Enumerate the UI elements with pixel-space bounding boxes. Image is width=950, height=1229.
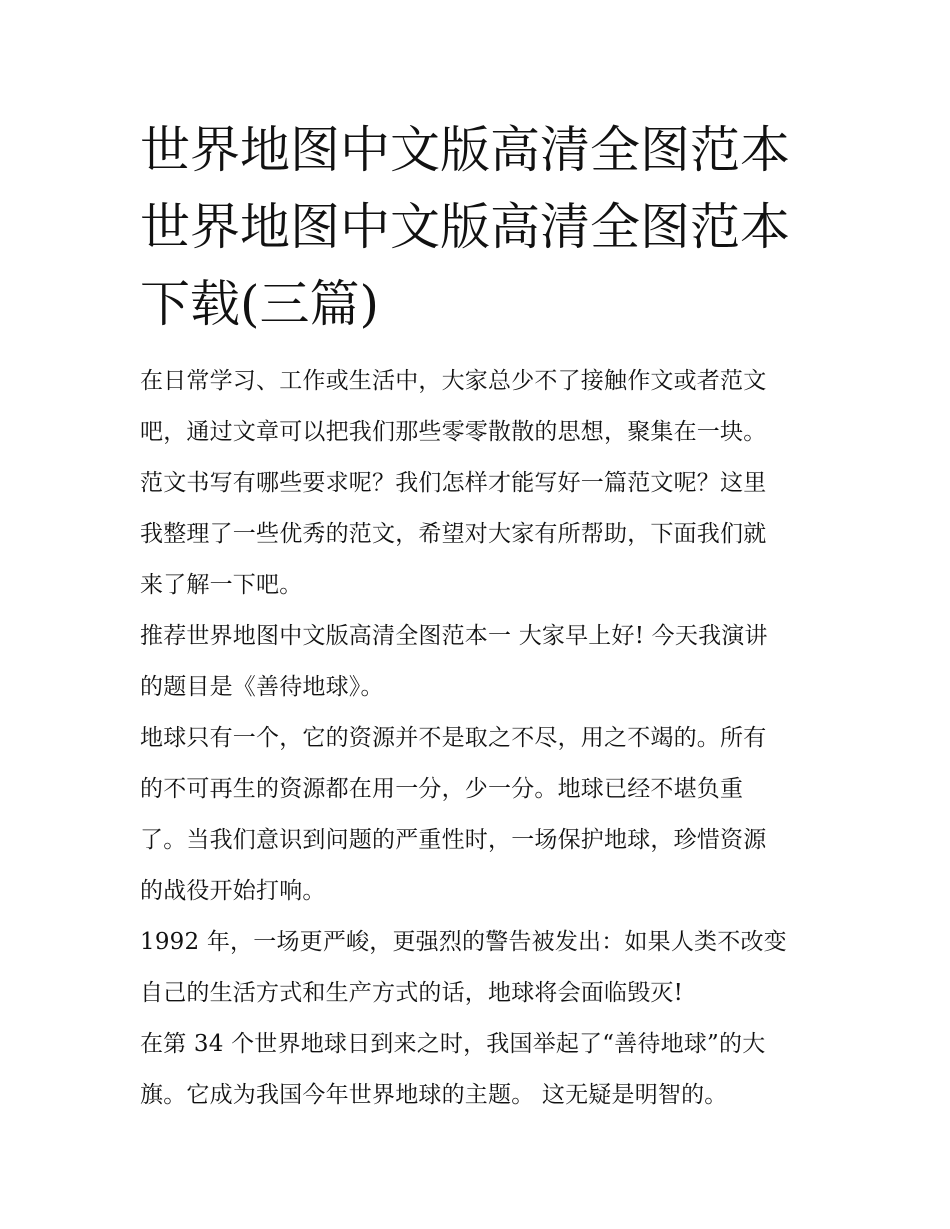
text-line: 我整理了一些优秀的范文，希望对大家有所帮助，下面我们就 [140, 521, 767, 547]
text-line: 地球只有一个，它的资源并不是取之不尽，用之不竭的。所有 [140, 725, 767, 751]
text-line: 的不可再生的资源都在用一分，少一分。地球已经不堪负重 [140, 776, 744, 802]
paragraph-intro [140, 356, 820, 611]
text-line: 自己的生活方式和生产方式的话，地球将会面临毁灭! [140, 980, 684, 1006]
paragraph-1992 [140, 917, 820, 1019]
text-line: 范文书写有哪些要求呢？我们怎样才能写好一篇范文呢？这里 [140, 470, 767, 496]
text-line: 在日常学习、工作或生活中，大家总少不了接触作文或者范文 [140, 368, 767, 394]
text-line: 1992 年，一场更严峻，更强烈的警告被发出：如果人类不改变 [140, 929, 787, 955]
text-line: 推荐世界地图中文版高清全图范本一 大家早上好! 今天我演讲 [140, 623, 768, 649]
text-line: 来了解一下吧。 [140, 572, 303, 598]
paragraph-earth-day [140, 1019, 820, 1121]
title-line: 世界地图中文版高清全图范本 [140, 198, 790, 256]
paragraph-resources [140, 713, 820, 917]
text-line: 旗。它成为我国今年世界地球的主题。 这无疑是明智的。 [140, 1082, 728, 1108]
text-line: 了。当我们意识到问题的严重性时，一场保护地球，珍惜资源 [140, 827, 767, 853]
title-line: 下载(三篇) [140, 275, 380, 333]
text-line: 的题目是《善待地球》。 [140, 674, 384, 700]
text-line: 的战役开始打响。 [140, 878, 326, 904]
document-body [140, 356, 820, 1121]
paragraph-recommend [140, 611, 820, 713]
text-line: 吧，通过文章可以把我们那些零零散散的思想，聚集在一块。 [140, 419, 767, 445]
text-line: 在第 34 个世界地球日到来之时，我国举起了“善待地球”的大 [140, 1031, 766, 1057]
document-title [140, 112, 820, 343]
title-line: 世界地图中文版高清全图范本 [140, 121, 790, 179]
